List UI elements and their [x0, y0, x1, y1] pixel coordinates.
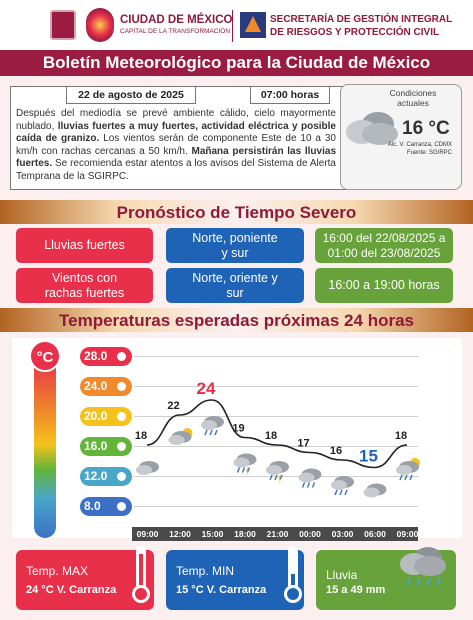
thermometer-icon: °C — [29, 340, 61, 372]
thunderstorm-icon — [234, 454, 257, 477]
temperature-label: 18 — [394, 430, 408, 442]
temperature-label: 17 — [297, 437, 310, 450]
current-temp: 16 °C — [402, 118, 450, 139]
hour-label: 09:00 — [396, 529, 419, 539]
temperature-label: 15 — [359, 446, 378, 466]
thunderstorm-icon — [266, 461, 289, 484]
cloudy-icon — [364, 484, 387, 498]
partly-sunny-icon — [169, 428, 193, 445]
temp-max-title: Temp. MAX — [26, 564, 89, 578]
conditions-label: Condiciones actuales — [389, 88, 437, 108]
rain-value: 15 a 49 mm — [326, 584, 386, 596]
rain-title: Lluvia — [326, 568, 358, 582]
scale-label: 24.0 — [80, 377, 132, 396]
scale-label: 12.0 — [80, 467, 132, 486]
cloudy-icon — [136, 461, 159, 475]
bulletin-time: 07:00 horas — [250, 86, 330, 104]
severe-title: Pronóstico de Tiempo Severo — [116, 203, 357, 222]
temp-min-value: 15 °C V. Carranza — [176, 584, 267, 596]
heavy-rain-icon — [299, 469, 322, 488]
sgirpc-line1: SECRETARÍA DE GESTIÓN INTEGRAL — [270, 14, 453, 25]
bulletin-p1: Después del mediodía se prevé ambiente cálido, cielo mayormente nublado, — [16, 108, 336, 132]
conditions-source: Fuente: SGIRPC — [406, 150, 452, 156]
hour-label: 09:00 — [136, 529, 159, 539]
scale-label: 28.0 — [80, 347, 132, 366]
bulletin-p2-bold: Mañana persistirán las lluvias fuertes. — [16, 145, 337, 170]
event-heavy-rain: Lluvias fuertes — [16, 228, 153, 263]
zone-row1: Norte, poniente y sur — [166, 228, 304, 263]
scale-label: 8.0 — [80, 497, 132, 516]
temperature-label: 19 — [232, 422, 245, 435]
temperature-label: 18 — [134, 430, 148, 442]
rain-cloud-icon — [201, 416, 224, 435]
zone-row2: Norte, oriente y sur — [166, 268, 304, 303]
hour-label: 21:00 — [266, 529, 289, 539]
temps-title: Temperaturas esperadas próximas 24 horas — [59, 311, 414, 330]
temperature-label: 24 — [196, 379, 216, 398]
rain-storm-icon — [392, 544, 452, 590]
cdmx-title: CIUDAD DE MÉXICO — [120, 14, 233, 26]
temperature-label: 16 — [329, 445, 343, 457]
bulletin-p1-bold: lluvias fuertes a muy fuertes, actividad eléctrica y posible caída de granizo. — [16, 120, 336, 145]
hour-label: 12:00 — [169, 529, 191, 539]
rain-cloud-icon — [331, 476, 354, 495]
sgirpc-line2: DE RIESGOS Y PROTECCIÓN CIVIL — [270, 27, 440, 38]
page-title: Boletín Meteorológico para la Ciudad de México — [0, 50, 473, 76]
thermometer-hot-icon — [128, 544, 154, 606]
hour-label: 00:00 — [299, 529, 321, 539]
bulletin-p3: Se recomienda estar atentos a los avisos del Sistema de Alerta Temprana de la SGIRPC. — [16, 158, 336, 182]
hour-label: 15:00 — [201, 529, 224, 539]
time-row1: 16:00 del 22/08/2025 a 01:00 del 23/08/2025 — [315, 228, 453, 263]
scale-label: 16.0 — [80, 437, 132, 456]
time-row2: 16:00 a 19:00 horas — [315, 268, 453, 303]
temp-max-value: 24 °C V. Carranza — [26, 584, 117, 596]
hour-label: 03:00 — [331, 529, 354, 539]
event-strong-winds: Vientos con rachas fuertes — [16, 268, 153, 303]
partly-sunny-rain-icon — [396, 458, 420, 480]
bulletin-date: 22 de agosto de 2025 — [66, 86, 196, 104]
bulletin-p2: Los vientos serán de componente Este de 10 a 30 km/h con rachas cercanas a 50 km/h. — [16, 133, 336, 157]
temperature-label: 22 — [167, 400, 180, 412]
thermometer-cold-icon — [280, 544, 306, 606]
temp-min-title: Temp. MIN — [176, 564, 235, 578]
temperature-label: 18 — [264, 430, 278, 442]
hour-label: 06:00 — [364, 529, 386, 539]
scale-label: 20.0 — [80, 407, 132, 426]
hour-label: 18:00 — [234, 529, 256, 539]
cdmx-subtitle: CAPITAL DE LA TRANSFORMACIÓN — [120, 28, 231, 35]
conditions-location: Alc. V. Carranza, CDMX — [387, 142, 452, 148]
